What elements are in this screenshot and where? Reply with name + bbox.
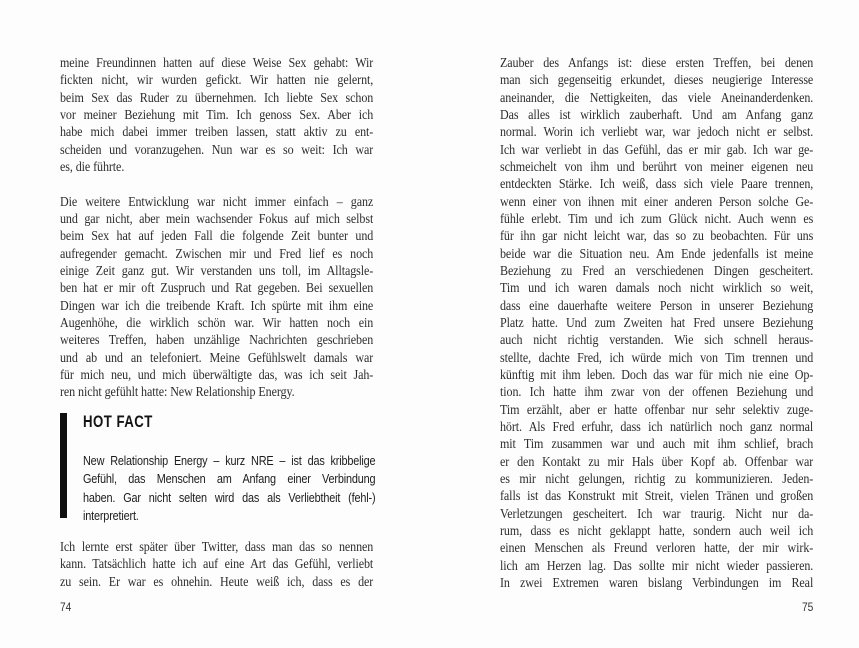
text-line: lich am Herzen lag. Das sollte mir nicht wieder passieren. — [500, 557, 814, 573]
text-line: wenn einer von ihnen mit einer anderen Person solche Ge- — [500, 193, 814, 209]
text-line: und gar nicht, aber mein wachsender Fokus auf mich selbst — [60, 210, 374, 226]
text-line: interpretiert. — [83, 507, 139, 523]
text-line: für mich neu, und mich überwältigte das, was ich seit Jah- — [60, 366, 374, 382]
text-line: es mir nicht gelungen, richtig zu kommunizieren. Jeden- — [500, 470, 814, 486]
text-line: beim Sex hat auf jeden Fall die folgende Zeit bunter und — [60, 228, 374, 244]
text-line: aufregender gemacht. Zwischen mir und Fred lief es noch — [60, 245, 374, 261]
text-line: Tim und ich waren damals noch nicht wirklich so weit, — [500, 280, 814, 296]
text-line: einen Menschen als Freund verloren hatte, der mir wirk- — [500, 540, 814, 556]
text-line: kann. Tatsächlich hatte ich auf eine Art das Gefühl, verliebt — [60, 556, 374, 572]
text-line: tion. Ich hatte ihm zwar von der offenen Beziehung und — [500, 384, 814, 400]
text-line: In zwei Extremen waren bislang Verbindungen im Real — [500, 574, 814, 590]
text-line: normal. Worin ich verliebt war, war jedoch nicht er selbst. — [500, 124, 814, 140]
text-line: für ihn gar nicht leicht war, das so zu beobachten. Für uns — [500, 228, 814, 244]
text-line: Gefühl, das Menschen am Anfang einer Verbindung — [83, 471, 376, 487]
text-line: dass eine dauerhafte weitere Person in unserer Beziehung — [500, 297, 814, 313]
text-line: Verletzungen gescheitert. Ich war traurig. Nicht nur da- — [500, 505, 814, 521]
text-line: meine Freundinnen hatten auf diese Weise Sex gehabt: Wir — [60, 55, 374, 70]
text-line: Platz hatte. Und zum Zweiten hat Fred unsere Beziehung — [500, 314, 814, 330]
text-line: beim Sex das Ruder zu übernehmen. Ich liebte Sex schon — [60, 89, 374, 105]
text-line: falls ist das Konstrukt mit Streit, vielen Tränen und großen — [500, 488, 814, 504]
text-line: ben hat er mir oft Zuspruch und Rat gegeben. Bei sexuellen — [60, 280, 374, 296]
text-line: Tim erzählt, aber er hatte offenbar nur sehr selektiv zuge- — [500, 401, 814, 417]
text-line: scheiden und voranzugehen. Nun war es so weit: Ich war — [60, 141, 374, 157]
text-line: künftig mit ihm leben. Doch das war für mich nie eine Op- — [500, 366, 814, 382]
page-number-left: 74 — [60, 600, 72, 614]
text-line: fühle erlebt. Tim und ich zum Glück nicht. Auch wenn es — [500, 210, 814, 226]
text-line: New Relationship Energy – kurz NRE – ist das kribbelige — [83, 453, 376, 468]
hot-fact-title: HOT FACT — [83, 413, 153, 431]
text-line: und ab und an telefoniert. Meine Gefühlswelt damals war — [60, 349, 374, 365]
right-page-text-block — [500, 54, 813, 591]
text-line: einige Zeit ganz gut. Wir verstanden uns toll, im Alltagsle- — [60, 262, 374, 278]
text-line: Die weitere Entwicklung war nicht immer einfach – ganz — [60, 193, 374, 209]
text-line: zu sein. Er war es ohnehin. Heute weiß ich, dass es der — [60, 573, 374, 589]
text-line: er den Kontakt zu mir Hals über Kopf ab. Offenbar war — [500, 453, 814, 469]
text-line: hört. Als Fred erfuhr, dass ich natürlich noch ganz normal — [500, 418, 814, 434]
text-line: beide war die Situation neu. Am Ende jedenfalls ist meine — [500, 245, 814, 261]
text-line: weiteres Treffen, haben unzählige Nachrichten geschrieben — [60, 332, 374, 348]
text-line: Beziehung zu Fred an verschiedenen Dingen gescheitert. — [500, 262, 814, 278]
text-line: ren nicht gefühlt hatte: New Relationship Energy. — [60, 384, 295, 400]
text-line: haben. Gar nicht selten wird das als Verliebtheit (fehl-) — [83, 489, 376, 505]
page-number-right: 75 — [801, 600, 813, 614]
text-line: mit Tim zusammen war und auch mit ihm schlief, brach — [500, 436, 814, 452]
text-line: Das alles ist wirklich zauberhaft. Und am Anfang ganz — [500, 106, 814, 122]
body-paragraph — [500, 54, 813, 591]
text-line: Zauber des Anfangs ist: diese ersten Treffen, bei denen — [500, 55, 814, 70]
text-line: Dingen war ich die treibende Kraft. Ich spürte mit ihm eine — [60, 297, 374, 313]
text-line: Ich lernte erst später über Twitter, dass man das so nennen — [60, 539, 374, 554]
text-line: rum, dass es nicht geklappt hatte, sondern auch weil ich — [500, 522, 814, 538]
text-line: aneinander, die Nettigkeiten, das viele Aneinanderdenken. — [500, 89, 814, 105]
text-line: Ich war verliebt in das Gefühl, das er mir gab. Ich war ge- — [500, 141, 814, 157]
text-line: stellte, dachte Fred, ich würde mich von Tim trennen und — [500, 349, 814, 365]
text-line: entdeckten Stärke. Ich weiß, dass sich viele Paare trennen, — [500, 176, 814, 192]
text-line: schmeichelt von ihm und berührt von meiner eigenen neu — [500, 158, 814, 174]
text-line: fickten nicht, wir wurden gefickt. Wir hatten nie gelernt, — [60, 72, 374, 88]
text-line: es, die führte. — [60, 158, 125, 174]
text-line: Augenhöhe, die wirklich schön war. Wir hatten noch ein — [60, 314, 374, 330]
text-line: habe mich dabei immer treiben lassen, statt aktiv zu ent- — [60, 124, 374, 140]
text-line: man sich gegenseitig erkundet, dieses neugierige Interesse — [500, 72, 814, 88]
text-line: vor meiner Beziehung mit Tim. Ich genoss Sex. Aber ich — [60, 106, 374, 122]
text-line: auch nicht richtig verstanden. Wie sich schnell heraus- — [500, 332, 814, 348]
